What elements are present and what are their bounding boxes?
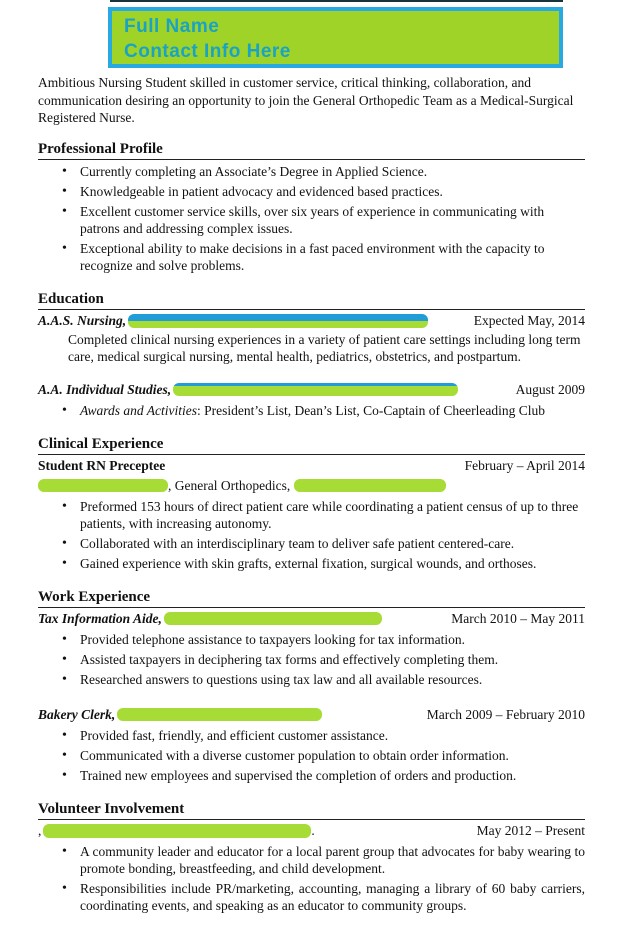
list-item: • Trained new employees and supervised the completion of orders and production. <box>80 767 585 784</box>
work-entry-tax <box>38 610 585 628</box>
list-item: • Researched answers to questions using tax law and all available resources. <box>80 671 585 688</box>
section-title-education: Education <box>38 291 585 310</box>
list-item: • Knowledgeable in patient advocacy and evidenced based practices. <box>80 183 585 200</box>
redaction-bar <box>128 314 428 328</box>
resume-body <box>38 74 585 931</box>
work-entry-bakery-left <box>38 706 322 724</box>
contact-info-text: Contact Info Here <box>124 41 291 62</box>
list-item: • Exceptional ability to make decisions in a fast paced environment with the capacity to recognize and solve problems. <box>80 240 585 274</box>
redaction-bar <box>38 479 168 492</box>
clinical-org-line <box>38 477 585 495</box>
work-entry-bakery <box>38 706 585 724</box>
list-item: • Collaborated with an interdisciplinary team to deliver safe patient centered-care. <box>80 535 585 552</box>
work-entry-bakery-date: March 2009 – February 2010 <box>426 706 585 722</box>
list-item: • Communicated with a diverse customer population to obtain order information. <box>80 747 585 764</box>
clinical-entry-date: February – April 2014 <box>464 457 585 473</box>
list-item: • Preformed 153 hours of direct patient care while coordinating a patient census of up to three patients, with increasing autonomy. <box>80 498 585 532</box>
volunteer-bullet-list <box>38 843 585 914</box>
education-entry-aas <box>38 312 585 330</box>
list-item: • Gained experience with skin grafts, external fixation, surgical wounds, and orthoses. <box>80 555 585 572</box>
volunteer-prefix: , <box>38 822 42 838</box>
volunteer-suffix: . <box>311 822 315 838</box>
list-item <box>80 402 585 419</box>
section-education <box>38 291 585 419</box>
list-item: • Provided telephone assistance to taxpayers looking for tax information. <box>80 631 585 648</box>
redaction-bar <box>43 824 311 838</box>
section-professional-profile <box>38 141 585 274</box>
work-bakery-bullet-list <box>38 727 585 784</box>
section-title-work-experience: Work Experience <box>38 589 585 608</box>
summary-paragraph: Ambitious Nursing Student skilled in customer service, critical thinking, collaboration, and communication desiring an opportunity to join the General Orthopedic Team as a Medical-Surgical Registered Nurse. <box>38 75 574 125</box>
list-item: • Provided fast, friendly, and efficient customer assistance. <box>80 727 585 744</box>
work-tax-bullet-list <box>38 631 585 688</box>
section-clinical-experience <box>38 436 585 572</box>
redaction-bar <box>164 612 382 625</box>
clinical-entry-header <box>38 457 585 475</box>
work-entry-tax-date: March 2010 – May 2011 <box>451 610 585 626</box>
clinical-bullet-list <box>38 498 585 572</box>
section-volunteer-involvement <box>38 801 585 914</box>
redaction-bar <box>294 479 446 492</box>
clinical-role-title: Student RN Preceptee <box>38 457 166 473</box>
awards-text: : President’s List, Dean’s List, Co-Captain of Cheerleading Club <box>197 402 545 418</box>
education-entry-aas-left <box>38 312 428 330</box>
clinical-org-text: , General Orthopedics, <box>168 477 291 493</box>
job-title: Bakery Clerk, <box>38 706 116 722</box>
job-title: Tax Information Aide, <box>38 610 162 626</box>
education-entry-aas-date: Expected May, 2014 <box>473 312 585 328</box>
education-awards-list <box>38 402 585 419</box>
list-item: • Currently completing an Associate’s Degree in Applied Science. <box>80 163 585 180</box>
volunteer-entry-header <box>38 822 585 840</box>
volunteer-entry-left <box>38 822 315 840</box>
awards-label: Awards and Activities <box>80 402 197 418</box>
work-entry-tax-left <box>38 610 382 628</box>
education-aas-description: Completed clinical nursing experiences in a variety of patient care settings including long term care, medical surgical nursing, mental health, pediatrics, obstetrics, and postpartum. <box>68 331 581 364</box>
list-item: • A community leader and educator for a local parent group that advocates for baby wearing to promote bonding, breastfeeding, and child development. <box>80 843 585 877</box>
degree-title: A.A.S. Nursing, <box>38 312 127 328</box>
section-work-experience <box>38 589 585 784</box>
education-entry-aa <box>38 381 585 399</box>
section-title-volunteer-involvement: Volunteer Involvement <box>38 801 585 820</box>
redaction-bar <box>173 383 458 396</box>
page-top-rule <box>110 0 563 2</box>
list-item: • Excellent customer service skills, over six years of experience in communicating with patrons and addressing complex issues. <box>80 203 585 237</box>
list-item: • Assisted taxpayers in deciphering tax forms and effectively completing them. <box>80 651 585 668</box>
degree-title: A.A. Individual Studies, <box>38 381 172 397</box>
full-name-text: Full Name <box>124 16 220 37</box>
list-item: • Responsibilities include PR/marketing, accounting, managing a library of 60 baby carriers, coordinating events, and speaking as an educator to community groups. <box>80 880 585 914</box>
section-title-clinical-experience: Clinical Experience <box>38 436 585 455</box>
professional-profile-list <box>38 163 585 274</box>
education-entry-aa-left <box>38 381 458 399</box>
volunteer-entry-date: May 2012 – Present <box>476 822 585 838</box>
section-title-professional-profile: Professional Profile <box>38 141 585 160</box>
name-contact-header-box <box>108 7 563 68</box>
redaction-bar <box>117 708 322 721</box>
education-entry-aa-date: August 2009 <box>515 381 585 397</box>
